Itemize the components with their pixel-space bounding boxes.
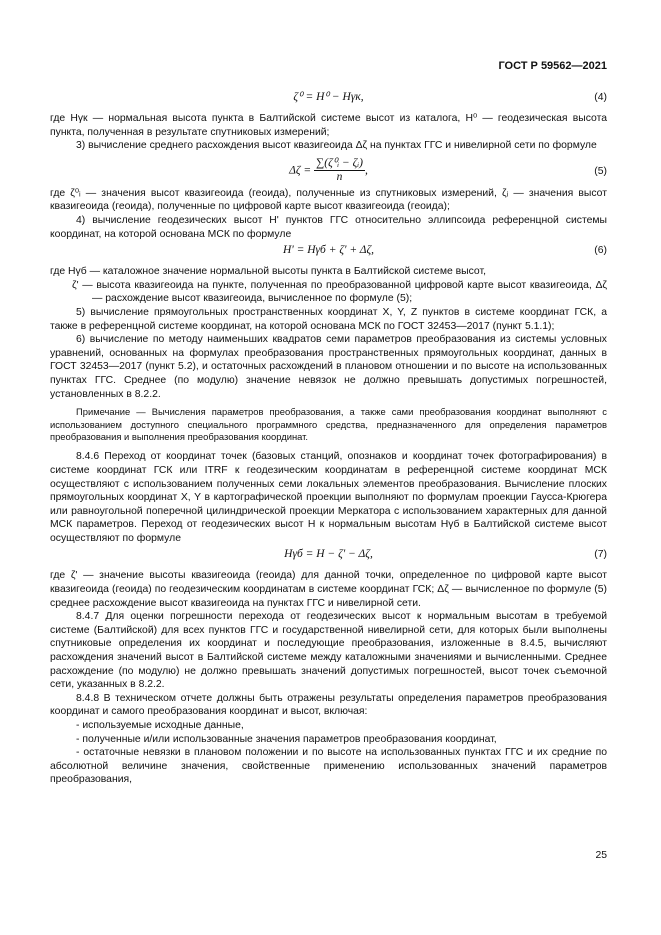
standard-number: ГОСТ Р 59562—2021 — [498, 60, 607, 72]
formula-5-fraction — [314, 157, 365, 185]
formula-7-number: (7) — [594, 549, 607, 561]
paragraph-item-3: 3) вычисление среднего расхождения высот квазигеоида Δζ на пунктах ГГС и нивелирной сети по формуле — [76, 140, 597, 152]
formula-7 — [50, 545, 607, 565]
paragraph-where-hk: где Hγк — нормальная высота пункта в Балтийской системе высот из каталога, H⁰ — геодезическая высота пункта, полученная в результате спутниковых измерений; — [50, 113, 607, 138]
list-item-parameters: - полученные и/или использованные значения параметров преобразования координат, — [76, 733, 497, 745]
formula-6-expression: H' = Hγб + ζ' + Δζ, — [282, 244, 375, 257]
paragraph-zeta-prime: ζ' — высота квазигеоида на пункте, полученная по преобразованной цифровой карте высот квазигеоида, Δζ — расхождение высот квазигеоида, вычисленное по формуле (5); — [72, 279, 607, 305]
formula-5-lhs: Δζ = — [289, 164, 312, 177]
paragraph-item-6: 6) вычисление по методу наименьших квадратов семи параметров преобразования из системы условных уравнений, основанных на формулах преобразования пространственных прямоугольных координат, данных в ГОСТ 32453—2017 (пункт 5.2), и остаточных расхождений в плановом отношении и по высоте на использованных пунктах ГГС. Среднее (по модулю) значение невязок не должно превышать допустимых погрешностей, установленных в 8.2.2. — [50, 334, 607, 400]
paragraph-item-4: 4) вычисление геодезических высот H' пунктов ГГС относительно эллипсоида референцной системы координат, на которой основана МСК по формуле — [50, 214, 607, 240]
list-item-residuals: - остаточные невязки в плановом положении и по высоте на использованных пунктах ГГС и их средние по абсолютной величине значения, свойственные применению использованных значений параметров преобразования, — [50, 747, 607, 786]
formula-5-numerator: ∑(ζ⁰ᵢ − ζᵢ) — [314, 157, 365, 172]
paragraph-where-zeta: где ζ⁰ᵢ — значения высот квазигеоида (геоида), полученные из спутниковых измерений, ζᵢ — значения высот квазигеоида (геоида), полученные по цифровой карте высот квазигеоида (геоида); — [50, 187, 607, 213]
formula-4 — [50, 88, 607, 108]
paragraph-8-4-8: 8.4.8 В техническом отчете должны быть отражены результаты определения параметров преобразования координат и самого преобразования координат и высот, включая: — [50, 692, 607, 718]
formula-6-number: (6) — [594, 245, 607, 257]
formula-6 — [50, 241, 607, 261]
page-number: 25 — [595, 850, 607, 862]
paragraph-where-hb: где Hγб — каталожное значение нормальной высоты пункта в Балтийской системе высот, — [50, 266, 486, 278]
formula-4-number: (4) — [594, 92, 607, 103]
formula-5-denominator: n — [336, 171, 343, 184]
note: Примечание — Вычисления параметров преобразования, а также сами преобразования координат выполняют с использованием доступного специального программного средства, предназначенного для определения параметров преобразования и выполнения преобразования координат. — [50, 406, 607, 442]
formula-5-number: (5) — [594, 165, 607, 177]
formula-5 — [50, 153, 607, 187]
document-body — [50, 88, 607, 787]
paragraph-where-zeta-prime: где ζ' — значение высоты квазигеоида (геоида) для данной точки, определенное по цифровой карте высот квазигеоида (геоида) по геодезическим координатам в системе координат ГСК; Δζ — вычисленное по формуле (5) среднее расхождение высот квазигеоида на пунктах ГГС и нивелирной сети. — [50, 570, 607, 609]
paragraph-8-4-7: 8.4.7 Для оценки погрешности перехода от геодезических высот к нормальным высотам в требуемой системе (Балтийской) для всех пунктов ГГС и государственной нивелирной сети, для которых были выполнены спутниковые определения их координат и последующие преобразования, изложенные в 8.4.5, вычисляют расхождения значений высот в Балтийской системе между каталожными значениями и вычисленными. Среднее расхождение (по модулю) не должно превышать значений допустимых погрешностей, высот точек съемочной сети, указанных в 8.2.2. — [50, 611, 607, 691]
formula-7-expression: Hγб = H − ζ' − Δζ, — [284, 548, 373, 561]
formula-5-tail: , — [364, 164, 368, 177]
list-item-source-data: - используемые исходные данные, — [76, 720, 244, 731]
paragraph-8-4-6: 8.4.6 Переход от координат точек (базовых станций, опознаков и координат точек фотографирования) в системе координат ГСК или ITRF к геодезическим координатам в референцной системе координат МСК осуществляют с использованием полученных семи локальных элементов преобразования. Вычисление плоских прямоугольных координат X, Y в картографической проекции выполняют по формулам проекции Гаусса-Крюгера или равноугольной поперечной цилиндрической проекции Меркатора с использованием характерных для данной МСК параметров. Переход от геодезических высот H к нормальным высотам Hγб в Балтийской системе высот осуществляют по формуле — [50, 451, 607, 544]
paragraph-item-5: 5) вычисление прямоугольных пространственных координат X, Y, Z пунктов в системе координат ГСК, а также в референцной системе координат, на которой основана МСК по ГОСТ 32453—2017 (пункт 5.1.1); — [50, 306, 607, 332]
formula-4-expression: ζ⁰ = H⁰ − Hγк, — [293, 91, 364, 103]
